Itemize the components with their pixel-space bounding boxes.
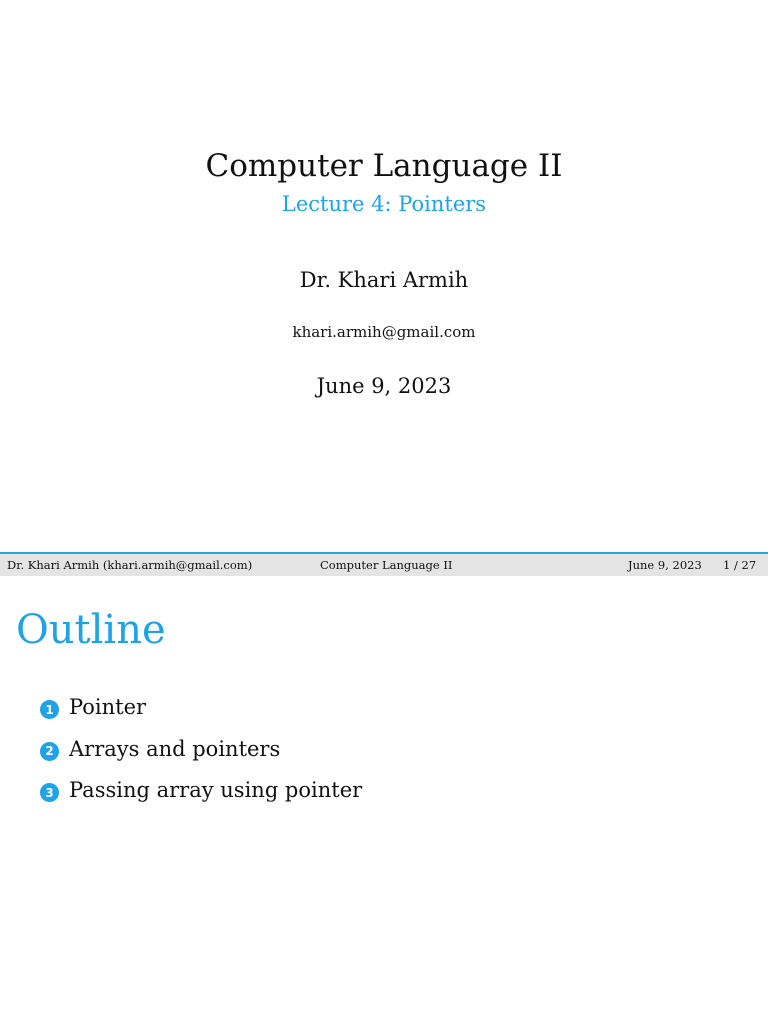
outline-slide	[0, 576, 768, 1024]
numbered-bullet-icon: 3	[40, 783, 59, 802]
footer-author: Dr. Khari Armih (khari.armih@gmail.com)	[7, 558, 253, 572]
outline-list	[40, 694, 362, 819]
footer-title: Computer Language II	[320, 558, 453, 572]
presentation-title: Computer Language II	[205, 148, 563, 184]
presentation-date: June 9, 2023	[316, 374, 452, 398]
outline-item	[40, 694, 362, 736]
outline-item	[40, 777, 362, 819]
footer-date: June 9, 2023	[628, 558, 702, 572]
outline-item	[40, 736, 362, 778]
outline-item-text: Pointer	[69, 695, 147, 719]
lecture-subtitle: Lecture 4: Pointers	[281, 192, 487, 216]
numbered-bullet-icon: 1	[40, 700, 59, 719]
outline-item-text: Arrays and pointers	[69, 736, 281, 761]
outline-heading: Outline	[16, 607, 166, 653]
slide-footer	[0, 554, 768, 576]
author-name: Dr. Khari Armih	[299, 268, 469, 292]
outline-item-text: Passing array using pointer	[69, 778, 363, 802]
numbered-bullet-icon: 2	[40, 742, 59, 761]
author-email: khari.armih@gmail.com	[292, 323, 476, 341]
footer-page-number: 1 / 27	[723, 558, 757, 572]
